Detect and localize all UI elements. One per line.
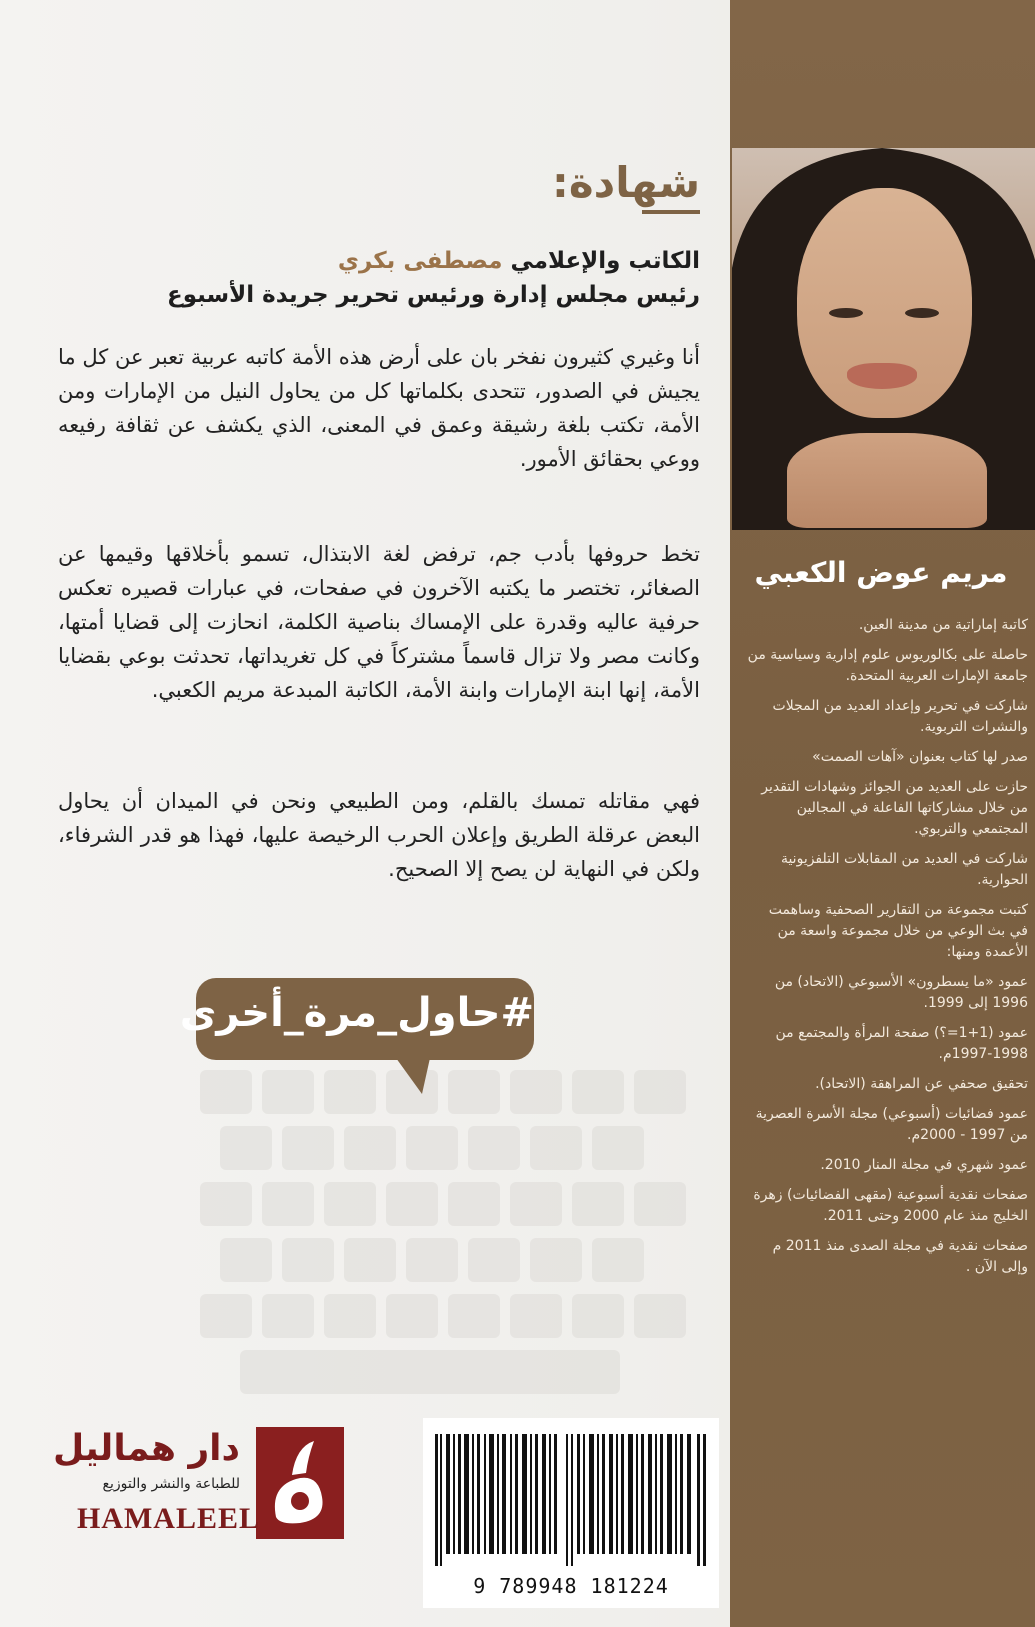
byline-prefix: الكاتب والإعلامي [510,248,700,274]
keyboard-illustration [180,1050,700,1420]
lips-shape [847,363,917,389]
bio-item: عمود (1+1=؟) صفحة المرأة والمجتمع من 1998-1997م. [775,1025,1028,1062]
author-bio [746,615,1028,1287]
bio-item: صدر لها كتاب بعنوان «آهات الصمت» [812,749,1028,765]
paragraph-1: أنا وغيري كثيرون نفخر بان على أرض هذه الأمة كاتبه عربية تعبر عن كل ما يجيش في الصدور، تتحدى بكلماتها كل من يحاول النيل من الإمارات ومن الأمة، تكتب بلغة رشيقة وعمق في المعنى، الذي يكشف عن ثقافة رفيعه ووعي بحقائق الأمور. [58,345,700,471]
publisher-tagline-ar: للطباعة والنشر والتوزيع [102,1476,240,1492]
publisher-name-ar: دار هماليل [52,1428,240,1469]
publisher-name-en: HAMALEEL [76,1502,260,1535]
bio-item: تحقيق صحفي عن المراهقة (الاتحاد). [815,1076,1028,1092]
bio-item: حازت على العديد من الجوائز وشهادات التقدير من خلال مشاركاتها الفاعلة في المجالين المجتمعي والتربوي. [761,779,1028,837]
author-name: مريم عوض الكعبي [754,556,1008,589]
title-underline [642,210,700,214]
publisher-logo-icon [256,1427,344,1539]
speech-bubble-tail [396,1058,430,1094]
page-title: شهادة: [552,158,700,207]
bio-item: شاركت في العديد من المقابلات التلفزيونية الحوارية. [780,851,1028,888]
bio-item: شاركت في تحرير وإعداد العديد من المجلات والنشرات التربوية. [772,698,1028,735]
author-photo [732,148,1035,530]
barcode-bars [435,1434,707,1566]
bio-item: كاتبة إماراتية من مدينة العين. [858,617,1028,633]
bio-item: حاصلة على بكالوريوس علوم إدارية وسياسية من جامعة الإمارات العربية المتحدة. [747,647,1028,684]
bio-item: عمود فضائيات (أسبوعي) مجلة الأسرة العصرية من 1997 - 2000م. [755,1106,1028,1143]
eye-left [829,308,863,318]
byline-name: مصطفى بكري [337,248,503,274]
bio-item: عمود شهري في مجلة المنار 2010. [820,1157,1028,1173]
hand-shape [787,433,987,528]
bio-item: عمود «ما يسطرون» الأسبوعي (الاتحاد) من 1996 إلى 1999. [774,974,1028,1011]
eye-right [905,308,939,318]
bio-item: صفحات نقدية أسبوعية (مقهى الفضائيات) زهرة الخليج منذ عام 2000 وحتى 2011. [753,1187,1028,1224]
paragraph-2: تخط حروفها بأدب جم، ترفض لغة الابتذال، تسمو بأخلاقها وقيمها عن الصغائر، تختصر ما يكتبه الآخرون في صفحات، في عبارات قصيره تعكس حرفية عاليه وقدرة على الإمساك بناصية الكلمة، انحازت إلى قضايا أمتها، وكانت مصر ولا تزال قاسماً مشتركاً في كل تغريداتها، تحدثت بوعي بقضايا الأمة، إنها ابنة الإمارات وابنة الأمة، الكاتبة المبدعة مريم الكعبي. [58,542,700,702]
paragraph-3: فهي مقاتله تمسك بالقلم، ومن الطبيعي ونحن في الميدان أن يحاول البعض عرقلة الطريق وإعلان الحرب الرخيصة عليها، فهذا هو قدر الشرفاء، ولكن في النهاية لن يصح إلا الصحيح. [58,789,700,881]
bio-item: كتبت مجموعة من التقارير الصحفية وساهمت في بث الوعي من خلال مجموعة واسعة من الأعمدة ومنها: [768,902,1028,960]
testimonial-byline [40,248,700,274]
isbn-number: 9 789948 181224 [473,1574,669,1598]
bio-item: صفحات نقدية في مجلة الصدى منذ 2011 م وإلى الآن . [772,1238,1028,1275]
isbn-barcode [423,1418,719,1608]
hashtag-title: #حاول_مرة_أخرى [179,990,534,1036]
testimonial-role: رئيس مجلس إدارة ورئيس تحرير جريدة الأسبوع [167,282,700,308]
